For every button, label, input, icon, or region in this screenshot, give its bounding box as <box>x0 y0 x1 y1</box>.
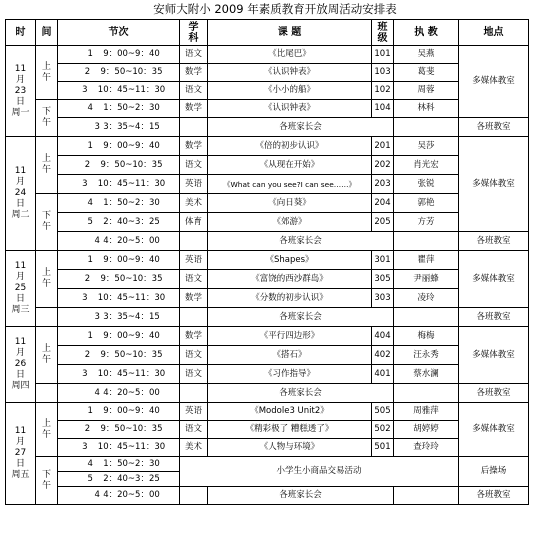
table-row <box>6 251 529 270</box>
topic-cell: 各班家长会 <box>208 487 394 505</box>
class-cell: 102 <box>372 82 394 100</box>
day-cell-5: 11 月 27 日 周五 <box>6 403 36 505</box>
subject-cell: 语文 <box>180 46 208 64</box>
period-cell: 2 9：50~10：35 <box>58 156 180 175</box>
teacher-cell: 梅梅 <box>394 327 459 346</box>
topic-cell: 各班家长会 <box>208 118 394 137</box>
class-cell: 202 <box>372 156 394 175</box>
location-cell: 多媒体教室 <box>459 251 529 308</box>
teacher-cell: 查玲玲 <box>394 439 459 457</box>
period-cell: 2 9：50~10：35 <box>58 270 180 289</box>
location-cell: 各班教室 <box>459 308 529 327</box>
topic-cell: 《比尾巴》 <box>208 46 372 64</box>
topic-cell: 《认识钟表》 <box>208 64 372 82</box>
topic-cell: 小学生小商品交易活动 <box>180 457 459 487</box>
pm-cell: 下 午 <box>36 194 58 251</box>
period-cell: 1 9：00~9：40 <box>58 137 180 156</box>
subject-cell: 数学 <box>180 137 208 156</box>
period-cell: 3 3：35~4：15 <box>58 308 180 327</box>
table-row <box>6 232 529 251</box>
teacher-cell: 张锐 <box>394 175 459 194</box>
am-cell: 上 午 <box>36 403 58 457</box>
teacher-cell: 吴燕 <box>394 46 459 64</box>
period-cell: 5 2：40~3：25 <box>58 213 180 232</box>
period-cell: 2 9：50~10：35 <box>58 346 180 365</box>
period-cell: 1 9：00~9：40 <box>58 251 180 270</box>
table-row <box>6 403 529 421</box>
class-cell: 204 <box>372 194 394 213</box>
teacher-cell: 郭艳 <box>394 194 459 213</box>
table-row <box>6 327 529 346</box>
period-cell: 4 4：20~5：00 <box>58 384 180 403</box>
subject-cell: 语文 <box>180 270 208 289</box>
teacher-cell: 肖光宏 <box>394 156 459 175</box>
header-topic: 课 题 <box>208 20 372 46</box>
topic-cell: 各班家长会 <box>208 232 394 251</box>
topic-cell: 《认识钟表》 <box>208 100 372 118</box>
period-cell: 1 9：00~9：40 <box>58 46 180 64</box>
topic-cell: 《平行四边形》 <box>208 327 372 346</box>
table-row <box>6 156 529 175</box>
subject-cell: 英语 <box>180 403 208 421</box>
am-cell: 上 午 <box>36 327 58 384</box>
subject-cell: 语文 <box>180 421 208 439</box>
topic-cell: 《人物与环境》 <box>208 439 372 457</box>
table-row <box>6 421 529 439</box>
table-row <box>6 289 529 308</box>
topic-cell: 《倍的初步认识》 <box>208 137 372 156</box>
location-cell: 多媒体教室 <box>459 327 529 384</box>
location-cell: 各班教室 <box>459 232 529 251</box>
teacher-cell: 尹丽蜂 <box>394 270 459 289</box>
class-cell: 502 <box>372 421 394 439</box>
topic-cell: 《分数的初步认识》 <box>208 289 372 308</box>
table-row <box>6 100 529 118</box>
topic-cell: 《精彩极了 糟糕透了》 <box>208 421 372 439</box>
subject-cell: 英语 <box>180 251 208 270</box>
period-cell: 1 9：00~9：40 <box>58 327 180 346</box>
pm-cell: 下 午 <box>36 100 58 137</box>
teacher-cell: 周蓉 <box>394 82 459 100</box>
teacher-cell: 凌玲 <box>394 289 459 308</box>
location-cell: 多媒体教室 <box>459 46 529 118</box>
header-subject: 学 科 <box>180 20 208 46</box>
header-location: 地点 <box>459 20 529 46</box>
page-title: 安师大附小 2009 年素质教育开放周活动安排表 <box>153 2 397 16</box>
period-cell: 4 4：20~5：00 <box>58 487 180 505</box>
location-cell: 后操场 <box>459 457 529 487</box>
teacher-cell: 汪永秀 <box>394 346 459 365</box>
period-cell: 4 4：20~5：00 <box>58 232 180 251</box>
period-cell: 1 9：00~9：40 <box>58 403 180 421</box>
class-cell: 505 <box>372 403 394 421</box>
class-cell: 101 <box>372 46 394 64</box>
class-cell: 401 <box>372 365 394 384</box>
period-cell: 4 1：50~2：30 <box>58 100 180 118</box>
class-cell: 205 <box>372 213 394 232</box>
period-cell: 3 10：45~11：30 <box>58 365 180 384</box>
table-row <box>6 118 529 137</box>
period-cell: 5 2：40~3：25 <box>58 472 180 487</box>
subject-cell: 数学 <box>180 100 208 118</box>
period-cell: 3 3：35~4：15 <box>58 118 180 137</box>
topic-cell: 《郊游》 <box>208 213 372 232</box>
teacher-cell: 方芳 <box>394 213 459 232</box>
teacher-cell: 吴莎 <box>394 137 459 156</box>
period-cell: 4 1：50~2：30 <box>58 194 180 213</box>
subject-cell: 数学 <box>180 327 208 346</box>
table-row <box>6 137 529 156</box>
day-cell-3: 11 月 25 日 周三 <box>6 251 36 327</box>
subject-cell: 数学 <box>180 289 208 308</box>
subject-cell: 体育 <box>180 213 208 232</box>
subject-cell: 英语 <box>180 175 208 194</box>
period-cell: 3 10：45~11：30 <box>58 82 180 100</box>
schedule-table <box>5 19 529 505</box>
class-cell: 305 <box>372 270 394 289</box>
class-cell: 103 <box>372 64 394 82</box>
teacher-cell: 蔡水澜 <box>394 365 459 384</box>
class-cell: 303 <box>372 289 394 308</box>
topic-cell: 各班家长会 <box>208 308 394 327</box>
topic-cell: 《Shapes》 <box>208 251 372 270</box>
am-cell: 上 午 <box>36 251 58 308</box>
subject-cell: 语文 <box>180 365 208 384</box>
header-grade: 班 级 <box>372 20 394 46</box>
teacher-cell: 林科 <box>394 100 459 118</box>
table-row <box>6 365 529 384</box>
topic-cell: 《搭石》 <box>208 346 372 365</box>
header-time: 时 <box>6 20 36 46</box>
table-row <box>6 64 529 82</box>
teacher-cell: 胡婷婷 <box>394 421 459 439</box>
period-cell: 3 10：45~11：30 <box>58 175 180 194</box>
header-row <box>6 20 529 46</box>
topic-cell: 《向日葵》 <box>208 194 372 213</box>
class-cell: 203 <box>372 175 394 194</box>
table-row <box>6 46 529 64</box>
period-cell: 3 10：45~11：30 <box>58 439 180 457</box>
teacher-cell: 周雅萍 <box>394 403 459 421</box>
table-row <box>6 82 529 100</box>
subject-cell: 语文 <box>180 82 208 100</box>
period-cell: 2 9：50~10：35 <box>58 421 180 439</box>
subject-cell: 语文 <box>180 346 208 365</box>
am-cell: 上 午 <box>36 137 58 194</box>
subject-cell: 美术 <box>180 439 208 457</box>
topic-cell: 《Modole3 Unit2》 <box>208 403 372 421</box>
location-cell: 多媒体教室 <box>459 137 529 232</box>
table-row <box>6 346 529 365</box>
table-row <box>6 439 529 457</box>
class-cell: 404 <box>372 327 394 346</box>
table-row <box>6 308 529 327</box>
class-cell: 501 <box>372 439 394 457</box>
topic-cell: 《小小的船》 <box>208 82 372 100</box>
period-cell: 2 9：50~10：35 <box>58 64 180 82</box>
location-cell: 多媒体教室 <box>459 403 529 457</box>
day-cell-1: 11 月 23 日 周一 <box>6 46 36 137</box>
table-row <box>6 194 529 213</box>
teacher-cell: 瞿萍 <box>394 251 459 270</box>
day-cell-2: 11 月 24 日 周二 <box>6 137 36 251</box>
topic-cell: 《习作指导》 <box>208 365 372 384</box>
class-cell: 104 <box>372 100 394 118</box>
header-teacher: 执 教 <box>394 20 459 46</box>
topic-cell: 《What can you see?I can see……》 <box>208 175 372 194</box>
subject-cell: 美术 <box>180 194 208 213</box>
period-cell: 3 10：45~11：30 <box>58 289 180 308</box>
table-row <box>6 270 529 289</box>
table-row <box>6 213 529 232</box>
subject-cell: 数学 <box>180 64 208 82</box>
table-row <box>6 384 529 403</box>
class-cell: 301 <box>372 251 394 270</box>
table-row <box>6 175 529 194</box>
location-cell: 各班教室 <box>459 118 529 137</box>
location-cell: 各班教室 <box>459 384 529 403</box>
pm-cell: 下 午 <box>36 457 58 505</box>
table-row <box>6 487 529 505</box>
teacher-cell: 葛斐 <box>394 64 459 82</box>
subject-cell: 语文 <box>180 156 208 175</box>
location-cell: 各班教室 <box>459 487 529 505</box>
am-cell: 上 午 <box>36 46 58 100</box>
table-row <box>6 457 529 472</box>
header-period: 节次 <box>58 20 180 46</box>
topic-cell: 《从现在开始》 <box>208 156 372 175</box>
topic-cell: 《富饶的西沙群岛》 <box>208 270 372 289</box>
class-cell: 201 <box>372 137 394 156</box>
header-between: 间 <box>36 20 58 46</box>
topic-cell: 各班家长会 <box>208 384 394 403</box>
day-cell-4: 11 月 26 日 周四 <box>6 327 36 403</box>
period-cell: 4 1：50~2：30 <box>58 457 180 472</box>
class-cell: 402 <box>372 346 394 365</box>
